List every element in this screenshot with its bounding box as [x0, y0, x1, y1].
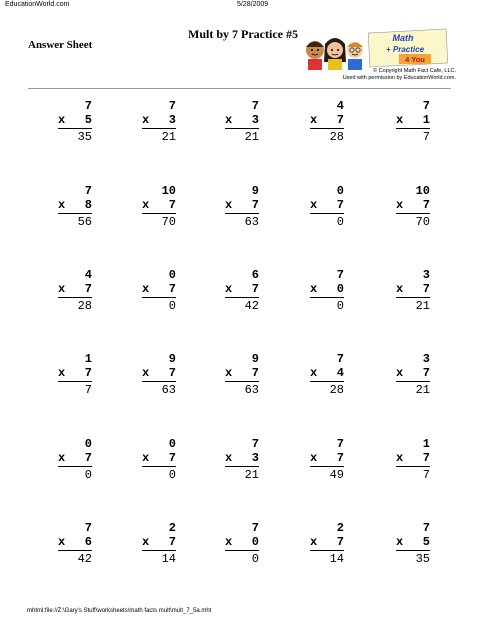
problem: [142, 437, 176, 483]
answer: 21: [415, 383, 430, 397]
problem: [396, 437, 430, 483]
multiplier-line: [142, 198, 176, 214]
problem: [310, 184, 344, 230]
problem: [58, 437, 92, 483]
answer: 0: [336, 215, 344, 229]
times-sign: x: [310, 366, 318, 380]
times-sign: x: [225, 366, 233, 380]
times-sign: x: [58, 198, 66, 212]
multiplier: 3: [251, 451, 259, 465]
answer: 63: [161, 383, 176, 397]
answer: 35: [415, 552, 430, 566]
problem: [142, 521, 176, 567]
answer: 56: [77, 215, 92, 229]
problem: [225, 184, 259, 230]
times-sign: x: [225, 451, 233, 465]
multiplier: 7: [168, 282, 176, 296]
multiplier-line: [225, 198, 259, 214]
multiplicand: 0: [168, 268, 176, 282]
problem: [225, 437, 259, 483]
times-sign: x: [310, 113, 318, 127]
multiplier-line: [58, 282, 92, 298]
multiplier-line: [310, 113, 344, 129]
times-sign: x: [310, 282, 318, 296]
multiplicand: 7: [251, 99, 259, 113]
times-sign: x: [58, 282, 66, 296]
copyright-line-2: Used with permission by EducationWorld.com.: [342, 74, 456, 81]
problem: [310, 99, 344, 145]
multiplier-line: [310, 535, 344, 551]
answer: 28: [77, 299, 92, 313]
multiplicand: 10: [415, 184, 430, 198]
multiplier-line: [310, 451, 344, 467]
answer: 28: [329, 383, 344, 397]
problem: [58, 184, 92, 230]
answer: 7: [422, 130, 430, 144]
answer: 14: [329, 552, 344, 566]
answer: 63: [244, 383, 259, 397]
multiplier: 0: [251, 535, 259, 549]
answer-sheet-label: Answer Sheet: [28, 39, 93, 51]
multiplier: 7: [336, 451, 344, 465]
multiplier-line: [396, 113, 430, 129]
multiplicand: 4: [336, 99, 344, 113]
answer: 42: [77, 552, 92, 566]
multiplier: 7: [168, 366, 176, 380]
multiplier: 5: [84, 113, 92, 127]
multiplier: 6: [84, 535, 92, 549]
multiplier-line: [58, 366, 92, 382]
multiplier-line: [142, 451, 176, 467]
multiplicand: 9: [251, 184, 259, 198]
answer: 21: [244, 130, 259, 144]
problem: [225, 352, 259, 398]
answer: 42: [244, 299, 259, 313]
multiplicand: 7: [84, 521, 92, 535]
svg-text:4 You: 4 You: [405, 55, 425, 64]
times-sign: x: [225, 198, 233, 212]
multiplier: 7: [251, 366, 259, 380]
multiplicand: 7: [422, 521, 430, 535]
answer: 7: [422, 468, 430, 482]
multiplicand: 6: [251, 268, 259, 282]
multiplicand: 0: [84, 437, 92, 451]
problem: [396, 184, 430, 230]
times-sign: x: [142, 113, 150, 127]
problem: [396, 268, 430, 314]
multiplier-line: [142, 366, 176, 382]
times-sign: x: [142, 535, 150, 549]
answer: 21: [415, 299, 430, 313]
svg-text:+ Practice: + Practice: [385, 45, 425, 54]
answer: 21: [161, 130, 176, 144]
answer: 21: [244, 468, 259, 482]
problem: [142, 352, 176, 398]
multiplier: 7: [422, 198, 430, 212]
multiplier: 7: [168, 535, 176, 549]
multiplicand: 1: [84, 352, 92, 366]
problem: [142, 184, 176, 230]
multiplier-line: [225, 535, 259, 551]
multiplier-line: [396, 282, 430, 298]
times-sign: x: [396, 113, 404, 127]
multiplier: 7: [168, 451, 176, 465]
multiplier: 7: [422, 282, 430, 296]
multiplier: 7: [84, 451, 92, 465]
problem: [396, 521, 430, 567]
multiplier-line: [58, 451, 92, 467]
times-sign: x: [310, 535, 318, 549]
multiplicand: 7: [168, 99, 176, 113]
math-practice-sign: [368, 29, 448, 67]
multiplier: 8: [84, 198, 92, 212]
multiplier: 7: [251, 282, 259, 296]
times-sign: x: [142, 451, 150, 465]
multiplier-line: [225, 113, 259, 129]
problem: [58, 268, 92, 314]
multiplier: 7: [336, 535, 344, 549]
answer: 0: [84, 468, 92, 482]
answer: 49: [329, 468, 344, 482]
kid-1-icon: [306, 41, 324, 70]
multiplicand: 0: [336, 184, 344, 198]
page-title: Mult by 7 Practice #5: [188, 27, 298, 41]
problem: [142, 99, 176, 145]
answer: 0: [336, 299, 344, 313]
multiplicand: 7: [251, 437, 259, 451]
multiplier-line: [225, 366, 259, 382]
multiplier: 7: [84, 282, 92, 296]
multiplier-line: [58, 198, 92, 214]
multiplier: 5: [422, 535, 430, 549]
footer-path: mhtml:file://Z:\Gary's Stuff\worksheets\math facts mult\mult_7_5a.mht: [27, 608, 212, 614]
multiplier-line: [396, 366, 430, 382]
answer: 70: [161, 215, 176, 229]
kid-2-icon: [324, 38, 346, 70]
problem: [310, 437, 344, 483]
multiplier-line: [142, 535, 176, 551]
multiplier: 7: [422, 366, 430, 380]
multiplier-line: [396, 535, 430, 551]
problem: [58, 521, 92, 567]
kid-3-icon: [347, 42, 363, 70]
multiplier-line: [58, 113, 92, 129]
answer: 7: [84, 383, 92, 397]
multiplier: 1: [422, 113, 430, 127]
multiplier-line: [310, 366, 344, 382]
times-sign: x: [396, 535, 404, 549]
multiplicand: 9: [168, 352, 176, 366]
times-sign: x: [142, 366, 150, 380]
print-date: 5/28/2009: [237, 1, 269, 8]
multiplicand: 3: [422, 268, 430, 282]
times-sign: x: [58, 451, 66, 465]
times-sign: x: [310, 198, 318, 212]
answer: 63: [244, 215, 259, 229]
times-sign: x: [396, 282, 404, 296]
answer: 28: [329, 130, 344, 144]
copyright-notice: [343, 68, 456, 81]
times-sign: x: [58, 535, 66, 549]
multiplier-line: [225, 282, 259, 298]
multiplier-line: [396, 198, 430, 214]
times-sign: x: [310, 451, 318, 465]
header-divider: [28, 88, 451, 89]
problem: [310, 521, 344, 567]
multiplier: 7: [336, 113, 344, 127]
problem: [142, 268, 176, 314]
multiplier: 7: [84, 366, 92, 380]
multiplicand: 10: [161, 184, 176, 198]
problem: [225, 99, 259, 145]
math-practice-logo: [303, 28, 453, 70]
multiplicand: 7: [336, 437, 344, 451]
multiplier: 0: [336, 282, 344, 296]
times-sign: x: [396, 198, 404, 212]
svg-text:Math: Math: [392, 33, 414, 43]
copyright-line-1: © Copyright Math Fact Cafe, LLC.: [373, 68, 456, 74]
multiplier-line: [310, 282, 344, 298]
answer: 35: [77, 130, 92, 144]
answer: 0: [168, 468, 176, 482]
multiplicand: 2: [168, 521, 176, 535]
times-sign: x: [396, 451, 404, 465]
multiplicand: 2: [336, 521, 344, 535]
site-name: EducationWorld.com: [5, 1, 70, 8]
multiplicand: 0: [168, 437, 176, 451]
problem: [396, 352, 430, 398]
multiplier-line: [310, 198, 344, 214]
multiplier-line: [58, 535, 92, 551]
times-sign: x: [58, 366, 66, 380]
multiplicand: 9: [251, 352, 259, 366]
problem: [225, 268, 259, 314]
problem: [58, 99, 92, 145]
multiplicand: 7: [84, 99, 92, 113]
multiplier: 3: [251, 113, 259, 127]
answer: 0: [168, 299, 176, 313]
multiplier: 7: [251, 198, 259, 212]
problem: [310, 352, 344, 398]
times-sign: x: [225, 282, 233, 296]
multiplicand: 7: [336, 352, 344, 366]
answer: 14: [161, 552, 176, 566]
multiplier-line: [225, 451, 259, 467]
problem: [225, 521, 259, 567]
multiplicand: 7: [251, 521, 259, 535]
multiplicand: 1: [422, 437, 430, 451]
problem: [396, 99, 430, 145]
times-sign: x: [142, 198, 150, 212]
times-sign: x: [225, 535, 233, 549]
problem: [310, 268, 344, 314]
times-sign: x: [58, 113, 66, 127]
multiplicand: 7: [336, 268, 344, 282]
multiplier: 7: [168, 198, 176, 212]
multiplier: 7: [422, 451, 430, 465]
multiplicand: 3: [422, 352, 430, 366]
multiplicand: 4: [84, 268, 92, 282]
answer: 70: [415, 215, 430, 229]
answer: 0: [251, 552, 259, 566]
multiplier-line: [396, 451, 430, 467]
multiplier: 4: [336, 366, 344, 380]
times-sign: x: [142, 282, 150, 296]
times-sign: x: [396, 366, 404, 380]
problem: [58, 352, 92, 398]
multiplier-line: [142, 113, 176, 129]
multiplicand: 7: [84, 184, 92, 198]
times-sign: x: [225, 113, 233, 127]
multiplier-line: [142, 282, 176, 298]
multiplier: 3: [168, 113, 176, 127]
multiplier: 7: [336, 198, 344, 212]
multiplicand: 7: [422, 99, 430, 113]
